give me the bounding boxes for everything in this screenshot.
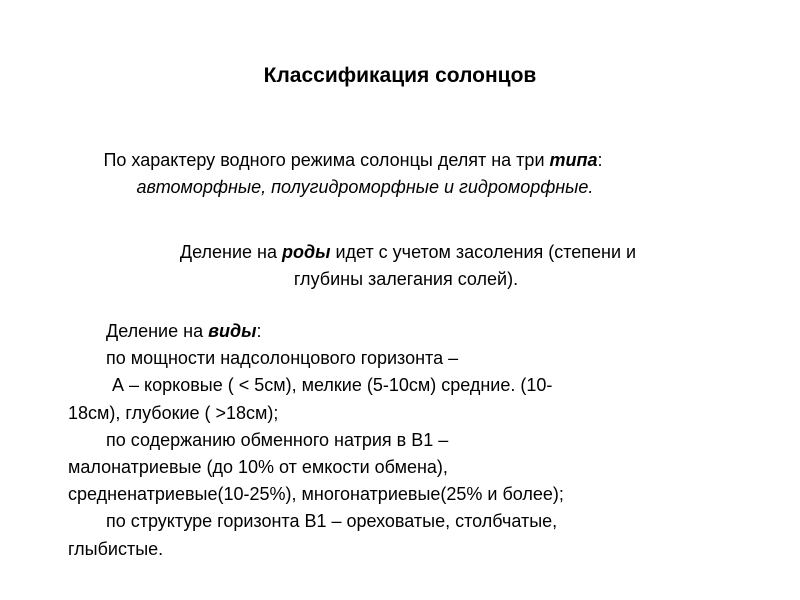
vids-sodium-line: по содержанию обменного натрия в В1 – — [106, 429, 449, 450]
types-colon: : — [597, 150, 603, 170]
vids-heading — [68, 318, 708, 345]
vids-power-line: по мощности надсолонцового горизонта – — [106, 348, 459, 369]
rods-lead: Деление на — [179, 242, 282, 262]
vids-paragraph — [68, 318, 708, 563]
vids-structure-cont: глыбистые. — [68, 538, 164, 559]
types-paragraph — [30, 147, 690, 201]
vids-structure-line: по структуре горизонта В1 – ореховатые, столбчатые, — [106, 511, 558, 532]
rods-rest: идет с учетом засоления (степени и — [330, 242, 637, 262]
vids-colon: : — [256, 321, 262, 341]
vids-sodium-low: малонатриевые (до 10% от емкости обмена), — [68, 457, 448, 478]
vids-lead: Деление на — [106, 321, 209, 341]
rods-line-2: глубины залегания солей). — [293, 269, 519, 289]
vids-term: виды — [208, 321, 257, 341]
rods-line — [90, 239, 720, 266]
rods-paragraph — [90, 239, 720, 293]
vids-a-line: А – корковые ( < 5см), мелкие (5-10см) средние. (10- — [112, 375, 553, 396]
vids-sodium-mid: средненатриевые(10-25%), многонатриевые(25% и более); — [68, 484, 564, 505]
rods-term: роды — [281, 242, 331, 262]
types-term: типа — [549, 150, 598, 170]
vids-a-line-cont: 18см), глубокие ( >18см); — [68, 402, 279, 423]
types-lead: По характеру водного режима солонцы делят на три — [103, 150, 550, 170]
types-line — [30, 147, 690, 174]
slide-title: Классификация солонцов — [263, 64, 537, 87]
types-list: автоморфные, полугидроморфные и гидроморфные. — [136, 177, 594, 197]
